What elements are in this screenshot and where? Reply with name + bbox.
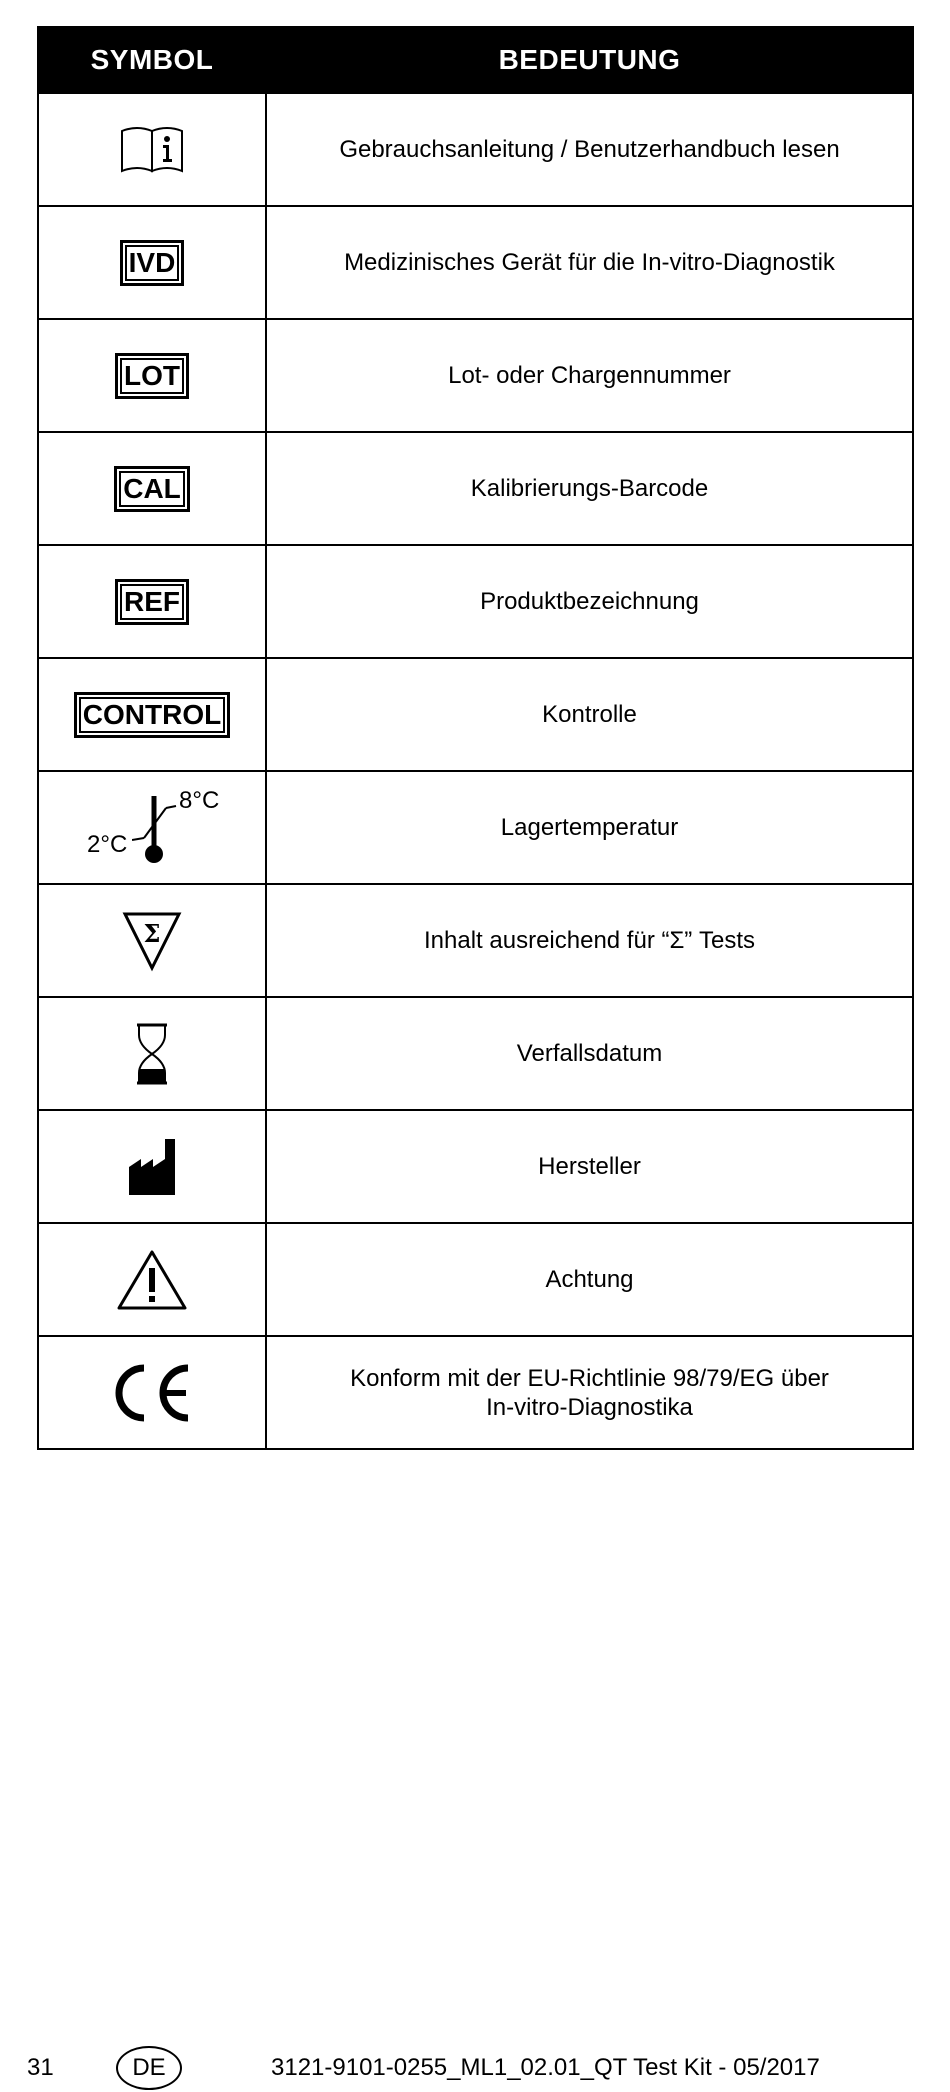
lot-symbol: LOT (115, 353, 189, 399)
table-row (38, 771, 913, 884)
page-number: 31 (27, 2054, 54, 2081)
symbol-cell (38, 884, 266, 997)
meaning-cell: Verfallsdatum (266, 997, 913, 1110)
table-row (38, 206, 913, 319)
meaning-cell: Lagertemperatur (266, 771, 913, 884)
symbol-table (37, 26, 914, 1450)
table-row (38, 884, 913, 997)
instructions-book-icon (119, 125, 185, 175)
symbol-cell (38, 93, 266, 206)
meaning-cell: Inhalt ausreichend für “Σ” Tests (266, 884, 913, 997)
page-footer (0, 2046, 950, 2090)
symbol-cell (38, 1223, 266, 1336)
language-badge: DE (116, 2046, 182, 2090)
symbol-cell (38, 1336, 266, 1449)
ce-mark-icon (110, 1362, 194, 1424)
temp-high-label: 8°C (179, 786, 220, 814)
meaning-cell: Hersteller (266, 1110, 913, 1223)
table-row (38, 658, 913, 771)
table-row (38, 1223, 913, 1336)
symbol-column-header: SYMBOL (38, 27, 266, 93)
cal-symbol: CAL (114, 466, 190, 512)
sigma-triangle-icon (122, 910, 182, 972)
svg-text:Σ: Σ (143, 918, 161, 948)
table-row (38, 319, 913, 432)
thermometer-icon (132, 788, 178, 868)
table-row (38, 93, 913, 206)
warning-triangle-icon (116, 1248, 188, 1312)
meaning-cell: Achtung (266, 1223, 913, 1336)
symbol-cell (38, 1110, 266, 1223)
table-row (38, 1336, 913, 1449)
symbol-cell (38, 771, 266, 884)
table-row (38, 432, 913, 545)
meaning-cell: Gebrauchsanleitung / Benutzerhandbuch lesen (266, 93, 913, 206)
symbol-cell (38, 319, 266, 432)
meaning-column-header: BEDEUTUNG (266, 27, 913, 93)
symbol-cell (38, 432, 266, 545)
hourglass-icon (135, 1023, 169, 1085)
symbol-cell (38, 545, 266, 658)
symbol-cell (38, 658, 266, 771)
meaning-cell: Kalibrierungs-Barcode (266, 432, 913, 545)
symbol-cell (38, 997, 266, 1110)
meaning-cell: Produktbezeichnung (266, 545, 913, 658)
temp-low-label: 2°C (87, 830, 128, 858)
control-symbol: CONTROL (74, 692, 230, 738)
ref-symbol: REF (115, 579, 189, 625)
factory-icon (127, 1137, 177, 1197)
table-row (38, 997, 913, 1110)
meaning-cell: Konform mit der EU-Richtlinie 98/79/EG über In-vitro-Diagnostika (266, 1336, 913, 1449)
storage-temperature-symbol (77, 778, 227, 878)
table-header-row (38, 27, 913, 93)
table-row (38, 1110, 913, 1223)
meaning-cell: Medizinisches Gerät für die In-vitro-Diagnostik (266, 206, 913, 319)
table-row (38, 545, 913, 658)
meaning-cell: Kontrolle (266, 658, 913, 771)
ivd-symbol: IVD (120, 240, 185, 286)
meaning-cell: Lot- oder Chargennummer (266, 319, 913, 432)
document-code: 3121-9101-0255_ML1_02.01_QT Test Kit - 05/2017 (271, 2054, 820, 2081)
symbol-cell (38, 206, 266, 319)
